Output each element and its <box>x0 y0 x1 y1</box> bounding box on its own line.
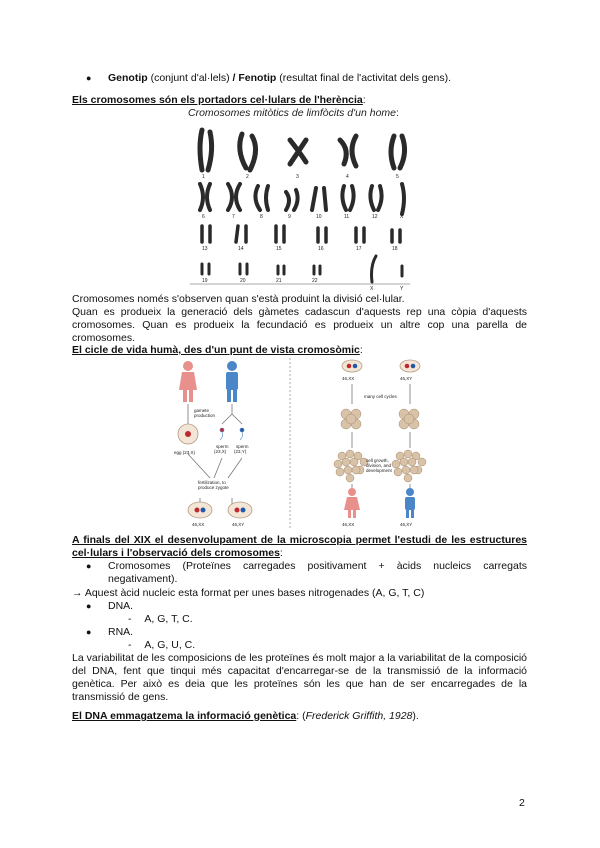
karyo-label: 5 <box>396 174 399 180</box>
rna-bases: A, G, U, C. <box>144 639 196 651</box>
section-heading-cicle <box>72 344 363 357</box>
chromosome-12a <box>370 186 374 210</box>
section2-heading-text: El cicle de vida humà, des d'un punt de vista cromosòmic <box>72 344 360 356</box>
label-zygote-xy: 46,XY <box>232 522 245 527</box>
chromosome-4b <box>352 136 356 166</box>
bullet-cromosomes <box>86 560 527 586</box>
section2-colon: : <box>359 344 363 356</box>
chromosome-1b <box>208 132 212 170</box>
karyo-label: 13 <box>202 246 208 252</box>
chromosome-5a <box>391 136 394 168</box>
section-heading-dna <box>72 710 419 723</box>
section4-colon: : ( <box>296 710 306 722</box>
paragraph-cromosomes <box>72 293 527 345</box>
life-cycle-figure <box>170 358 446 530</box>
dna-bases-line <box>128 613 193 626</box>
male-adult-icon <box>405 488 415 518</box>
chromosome-x2 <box>372 256 377 282</box>
chromosome-7b <box>236 184 240 210</box>
karyo-label: 3 <box>296 174 299 180</box>
section3-heading-text: A finals del XIX el desenvolupament de la microscopia permet l'estudi de les estructures cel·lulars i l'observació dels cromosomes <box>72 534 527 559</box>
label-adult-xy: 46,XY <box>400 522 413 527</box>
karyo-label: 7 <box>232 214 235 220</box>
chromosome-1a <box>200 130 202 170</box>
karyo-label: X <box>400 214 404 220</box>
label-sperm-y: sperm (23,Y) <box>234 444 249 454</box>
karyotype-caption <box>188 107 399 120</box>
karyo-label: 4 <box>346 174 349 180</box>
label-zygote-xx: 46,XX <box>192 522 205 527</box>
zygote-xy <box>228 502 252 518</box>
dash-marker: - <box>128 639 132 651</box>
zygote-xx <box>188 502 212 518</box>
section1-heading-text: Els cromosomes són els portadors cel·lulars de l'herència <box>72 94 363 106</box>
karyo-label: 20 <box>240 278 246 284</box>
genotip-desc: (conjunt d'al·lels) <box>147 72 233 84</box>
arrow-line <box>222 404 242 424</box>
karyo-label: 12 <box>372 214 378 220</box>
karyo-label: 17 <box>356 246 362 252</box>
dash-marker: - <box>128 613 132 625</box>
chromosome-9a <box>286 192 289 210</box>
karyotype-image <box>180 122 420 292</box>
chromosome-9b <box>294 190 298 210</box>
chromosome-12b <box>378 186 382 210</box>
page-number: 2 <box>519 797 525 809</box>
karyo-label: 15 <box>276 246 282 252</box>
karyo-label: 10 <box>316 214 322 220</box>
karyo-label: 6 <box>202 214 205 220</box>
section4-close: ). <box>412 710 419 722</box>
chromosome-2b <box>250 136 256 170</box>
label-egg: egg (23,X) <box>174 450 196 455</box>
karyo-label: 21 <box>276 278 282 284</box>
female-parent-icon <box>179 361 197 402</box>
karyotype-caption-text: Cromosomes mitòtics de limfòcits d'un home <box>188 107 396 119</box>
label-fertilization: fertilization, to produce zygote <box>198 480 229 490</box>
chromosome-5b <box>400 136 405 168</box>
rna-bases-line <box>128 639 195 652</box>
label-right-xx: 46,XX <box>342 376 355 381</box>
section4-heading-text: El DNA emmagatzema la informació genètica <box>72 710 297 722</box>
chromosome-6a <box>200 184 203 210</box>
chromosome-row-1 <box>200 130 405 170</box>
section-heading-microscopia <box>72 534 527 560</box>
chromosome-row-4 <box>202 256 402 282</box>
term-fenotip: Fenotip <box>238 72 277 84</box>
chromosome-14a <box>236 226 238 242</box>
sperm-icon <box>220 428 244 440</box>
label-sperm-x: sperm (23,X) <box>214 444 229 454</box>
karyo-label: 9 <box>288 214 291 220</box>
label-right-xy: 46,XY <box>400 376 413 381</box>
male-parent-icon <box>226 361 238 402</box>
karyo-label: 14 <box>238 246 244 252</box>
chromosome-row-3 <box>202 226 400 242</box>
label-gamete-production: gamete production <box>194 408 216 418</box>
karyo-label: 18 <box>392 246 398 252</box>
arrow-line-text: → Aquest àcid nucleic esta format per unes bases nitrogenades (A, G, T, C) <box>72 587 425 599</box>
section1-colon: : <box>362 94 366 106</box>
dna-bases: A, G, T, C. <box>144 613 193 625</box>
bullet-dot-icon: ● <box>86 601 92 611</box>
label-adult-xx: 46,XX <box>342 522 355 527</box>
karyo-label: 22 <box>312 278 318 284</box>
egg-cell <box>178 424 198 444</box>
chromosome-11b <box>350 186 354 210</box>
bullet-dot-icon: ● <box>86 561 92 571</box>
karyo-label: Y <box>400 286 404 292</box>
chromosome-2a <box>240 134 246 168</box>
chromosome-11a <box>342 186 346 210</box>
section-heading-cromosomes <box>72 94 366 107</box>
chromosome-x1 <box>402 184 404 214</box>
arrow-line <box>188 454 242 478</box>
label-growth: cell growth, division, and development <box>366 458 392 473</box>
chromosome-10a <box>312 188 316 210</box>
zygote-xy-right <box>400 360 420 372</box>
bullet-dot-icon: ● <box>86 627 92 637</box>
citation: Frederick Griffith, 1928 <box>305 710 413 722</box>
karyo-label: 2 <box>246 174 249 180</box>
chromosome-7a <box>228 184 232 210</box>
section3-colon: : <box>279 547 283 559</box>
chromosome-8a <box>255 186 260 210</box>
paragraph-text: Quan es produeix la generació dels gàmetes cadascun d'aquests rep una còpia d'aquests cromosomes. Quan es produeix la fecundació es produeix un altre cop una parella de cromosomes. <box>72 306 527 344</box>
slash-sep: / <box>232 72 239 84</box>
paragraph-variabilitat: La variabilitat de les composicions de les proteïnes és molt major a la variabilitat de la composició del DNA, fent que tinqui més capacitat d'encarregar-se de la transmissió de la informació genètica. Per això es deia que les proteïnes són les que han de ser encarregades de la transmissió de gens. <box>72 652 527 703</box>
chromosome-6b <box>207 184 210 210</box>
label-many-cycles: many cell cycles <box>364 394 397 399</box>
term-genotip: Genotip <box>108 72 148 84</box>
karyo-label: X <box>370 286 374 292</box>
karyo-label: 19 <box>202 278 208 284</box>
zygote-xx-right <box>342 360 362 372</box>
chromosome-4a <box>340 140 346 164</box>
dna-label: DNA. <box>108 600 134 612</box>
bullet-dot-icon: ● <box>86 73 92 83</box>
rna-label: RNA. <box>108 626 134 638</box>
bullet-cromosomes-text: Cromosomes (Proteïnes carregades positivament + àcids nucleics carregats negativament). <box>108 560 527 585</box>
karyotype-caption-end: : <box>396 107 399 119</box>
chromosome-10b <box>324 188 326 210</box>
chromosome-8b <box>266 186 268 210</box>
karyo-label: 1 <box>202 174 205 180</box>
chromosome-row-2 <box>200 184 404 214</box>
karyo-label: 16 <box>318 246 324 252</box>
fenotip-desc: (resultat final de l'activitat dels gens). <box>276 72 452 84</box>
female-adult-icon <box>344 488 360 518</box>
paragraph-line: Cromosomes només s'observen quan s'està produint la divisió cel·lular. <box>72 293 405 305</box>
cell-cluster-small <box>341 409 419 429</box>
karyo-label: 11 <box>344 214 350 220</box>
karyo-label: 8 <box>260 214 263 220</box>
